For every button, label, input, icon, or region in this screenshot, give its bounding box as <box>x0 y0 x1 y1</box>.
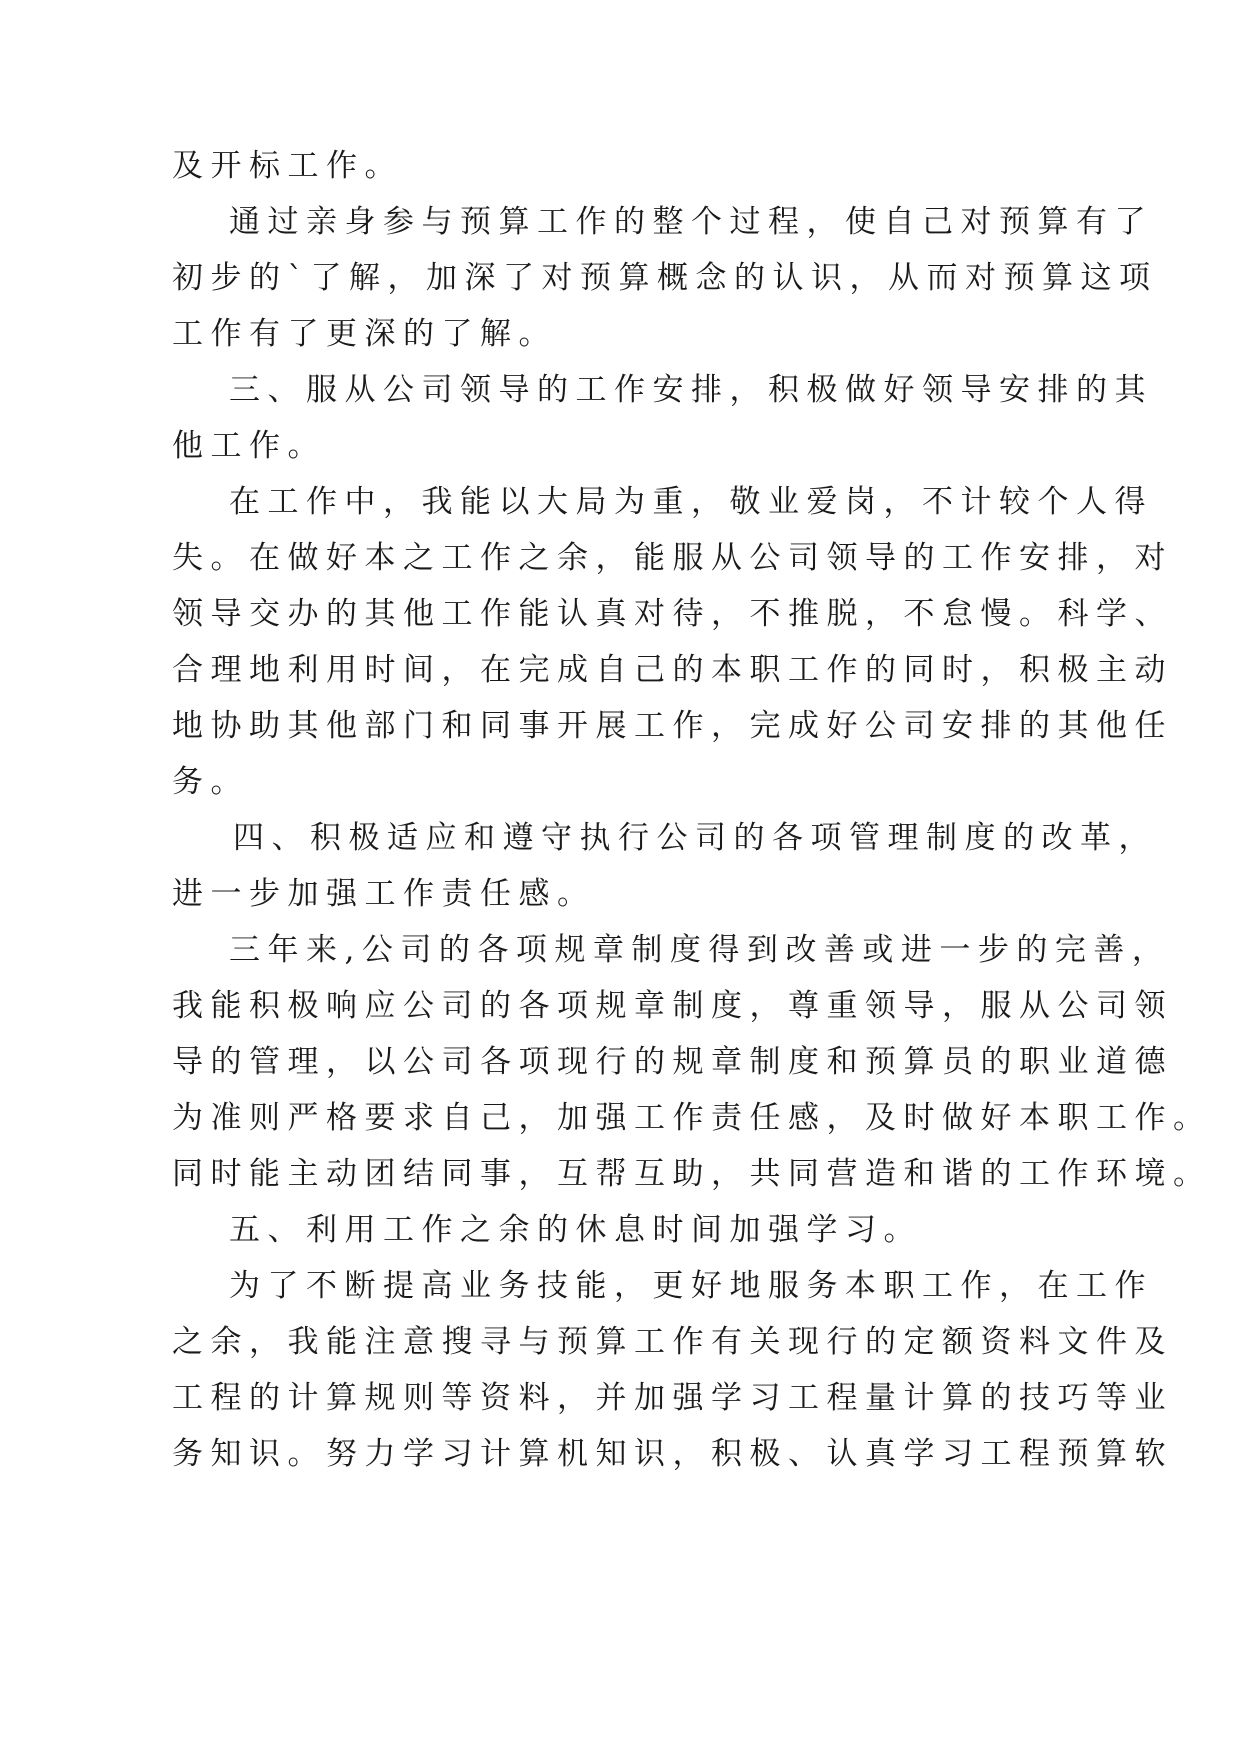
text-line: 为准则严格要求自己，加强工作责任感，及时做好本职工作。 <box>172 1100 1212 1136</box>
text-line: 通过亲身参与预算工作的整个过程，使自己对预算有了 <box>229 204 1153 240</box>
text-line: 为了不断提高业务技能，更好地服务本职工作，在工作 <box>229 1268 1153 1304</box>
section-heading: 进一步加强工作责任感。 <box>172 876 596 912</box>
text-line: 务知识。努力学习计算机知识，积极、认真学习工程预算软 <box>172 1436 1173 1472</box>
text-line: 之余，我能注意搜寻与预算工作有关现行的定额资料文件及 <box>172 1324 1173 1360</box>
section-heading: 三、服从公司领导的工作安排，积极做好领导安排的其 <box>229 372 1153 408</box>
text-line: 工程的计算规则等资料，并加强学习工程量计算的技巧等业 <box>172 1380 1173 1416</box>
text-line: 我能积极响应公司的各项规章制度，尊重领导，服从公司领 <box>172 988 1173 1024</box>
section-heading: 他工作。 <box>172 428 326 464</box>
text-line: 务。 <box>172 764 249 800</box>
text-line: 导的管理，以公司各项现行的规章制度和预算员的职业道德 <box>172 1044 1173 1080</box>
section-heading: 五、利用工作之余的休息时间加强学习。 <box>229 1212 922 1248</box>
text-line: 地协助其他部门和同事开展工作，完成好公司安排的其他任 <box>172 708 1173 744</box>
section-heading: 四、积极适应和遵守执行公司的各项管理制度的改革， <box>233 820 1157 856</box>
text-line: 在工作中，我能以大局为重，敬业爱岗，不计较个人得 <box>229 484 1153 520</box>
text-line: 工作有了更深的了解。 <box>172 316 557 352</box>
text-line: 三年来,公司的各项规章制度得到改善或进一步的完善， <box>229 932 1171 968</box>
text-line: 及开标工作。 <box>172 148 403 184</box>
text-line: 失。在做好本之工作之余，能服从公司领导的工作安排，对 <box>172 540 1173 576</box>
text-line: 合理地利用时间，在完成自己的本职工作的同时，积极主动 <box>172 652 1173 688</box>
text-line: 同时能主动团结同事，互帮互助，共同营造和谐的工作环境。 <box>172 1156 1212 1192</box>
text-line: 领导交办的其他工作能认真对待，不推脱，不怠慢。科学、 <box>172 596 1173 632</box>
text-line: 初步的`了解，加深了对预算概念的认识，从而对预算这项 <box>172 260 1158 296</box>
